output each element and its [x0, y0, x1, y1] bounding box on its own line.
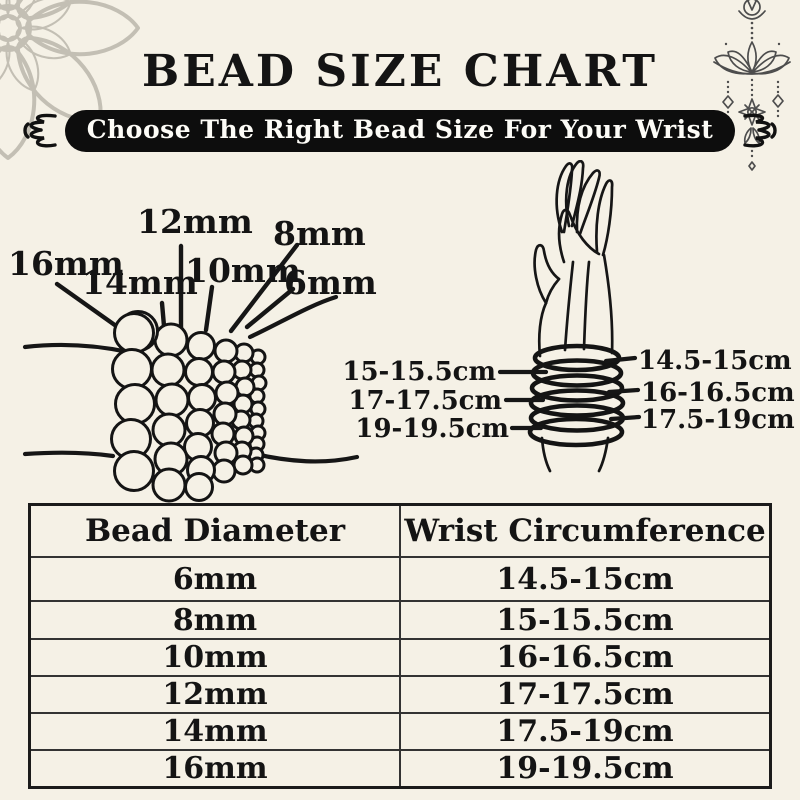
table-header-row	[30, 505, 771, 558]
cell-circumference: 15-15.5cm	[400, 601, 771, 639]
wrist-label-16-16.5cm: 16-16.5cm	[641, 378, 795, 408]
cell-circumference: 16-16.5cm	[400, 639, 771, 676]
cell-diameter: 16mm	[30, 750, 401, 788]
banner-text: Choose The Right Bead Size For Your Wrist	[86, 115, 714, 144]
table-row	[30, 601, 771, 639]
cell-circumference: 19-19.5cm	[400, 750, 771, 788]
bead-size-label-12mm: 12mm	[137, 202, 253, 241]
strand-16mm	[112, 312, 158, 491]
table-row	[30, 713, 771, 750]
cell-diameter: 14mm	[30, 713, 401, 750]
col-header-bead-diameter: Bead Diameter	[30, 505, 401, 558]
strand-10mm	[212, 340, 238, 482]
wrist-label-14.5-15cm: 14.5-15cm	[638, 346, 792, 376]
strand-14mm	[152, 324, 188, 501]
bead-size-label-16mm: 16mm	[8, 244, 124, 283]
bead-size-label-14mm: 14mm	[82, 263, 198, 302]
cell-diameter: 6mm	[30, 557, 401, 601]
bead-bracelet-illustration	[0, 160, 800, 505]
table-row	[30, 639, 771, 676]
cell-diameter: 8mm	[30, 601, 401, 639]
bead-strands	[112, 312, 267, 502]
flourish-bracket-icon	[21, 110, 59, 152]
bead-size-label-6mm: 6mm	[284, 263, 377, 302]
size-table	[28, 503, 772, 789]
cell-circumference: 17-17.5cm	[400, 676, 771, 713]
cell-circumference: 14.5-15cm	[400, 557, 771, 601]
wrist-label-17-17.5cm: 17-17.5cm	[348, 386, 502, 416]
wrist-label-15-15.5cm: 15-15.5cm	[342, 357, 496, 387]
flourish-bracket-icon	[741, 110, 779, 152]
bead-size-label-8mm: 8mm	[273, 214, 366, 253]
banner-pill	[65, 110, 736, 152]
cell-diameter: 10mm	[30, 639, 401, 676]
cell-diameter: 12mm	[30, 676, 401, 713]
bead-size-label-10mm: 10mm	[185, 251, 301, 290]
table-row	[30, 676, 771, 713]
table-row	[30, 557, 771, 601]
table-row	[30, 750, 771, 788]
banner	[0, 110, 800, 152]
wrist-label-19-19.5cm: 19-19.5cm	[355, 414, 509, 444]
hand-illustration	[535, 161, 613, 471]
strand-12mm	[185, 333, 216, 501]
page-title: BEAD SIZE CHART	[142, 46, 658, 97]
cell-circumference: 17.5-19cm	[400, 713, 771, 750]
col-header-wrist-circumference: Wrist Circumference	[400, 505, 771, 558]
wrist-label-17.5-19cm: 17.5-19cm	[641, 405, 795, 435]
